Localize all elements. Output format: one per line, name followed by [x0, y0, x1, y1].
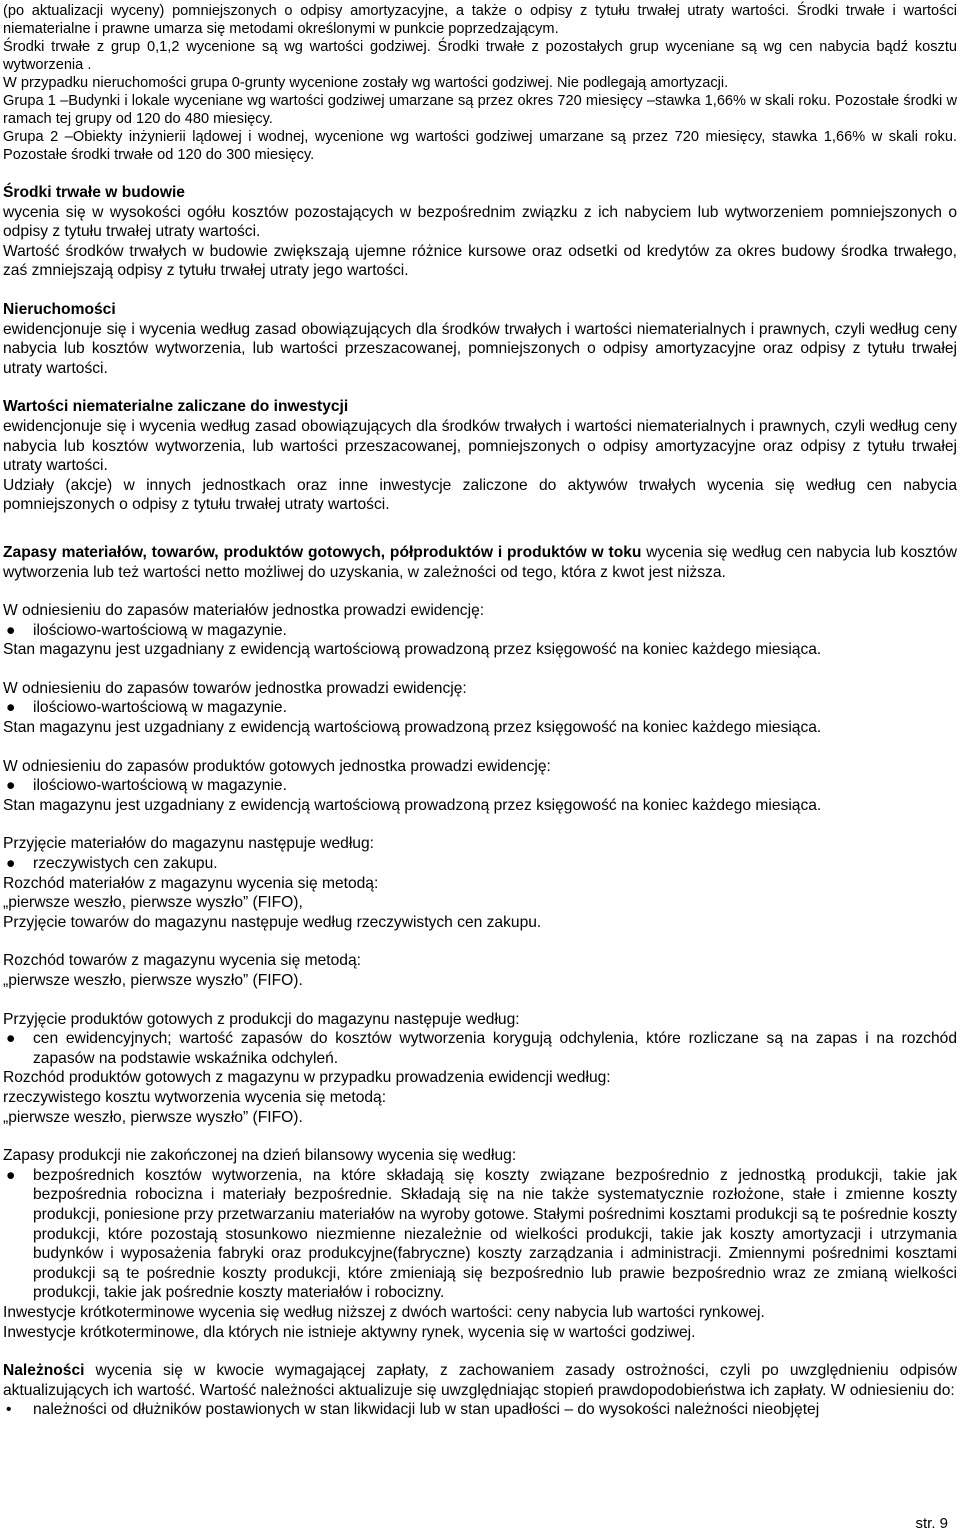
- list-item-text: bezpośrednich kosztów wytworzenia, na które składają się koszty związane bezpośrednio z jednostką produkcji, takie jak bezpośrednia robocizna i materiały bezpośrednie. Składają się na nie także systematycznie rozłożone, stałe i zmienne koszty produkcji, poniesione przy przetwarzaniu materiałów na wyroby gotowe. Stałymi pośrednimi kosztami produkcji są te pośrednie koszty produkcji, które pozostają stosunkowo niezmienne niezależnie od wielkości produkcji, takie jak koszty amortyzacji i utrzymania budynków i wyposażenia fabryki oraz produkcyjne(fabryczne) koszty zarządzania i administracji. Zmiennymi pośrednimi kosztami produkcji są te pośrednie koszty produkcji, które zmieniają się bezpośrednio lub prawie bezpośrednio wraz ze zmianą wielkości produkcji, takie jak pośrednie koszty materiałów i robocizny.: [33, 1166, 957, 1302]
- list-item: [3, 698, 957, 718]
- paragraph: W odniesieniu do zapasów towarów jednostka prowadzi ewidencję:: [3, 679, 467, 697]
- paragraph: ewidencjonuje się i wycenia według zasad obowiązujących dla środków trwałych i wartości niematerialnych i prawnych, czyli według ceny nabycia lub kosztów wytworzenia, lub wartości przeszacowanej, pomniejszonych o odpisy amortyzacyjne oraz odpisy z tytułu trwałej utraty wartości.: [3, 320, 957, 377]
- paragraph: Udziały (akcje) w innych jednostkach oraz inne inwestycje zaliczone do aktywów trwałych wycenia się według cen nabycia pomniejszonych o odpisy z tytułu trwałej utraty wartości.: [3, 476, 957, 514]
- inline-heading: Należności: [3, 1362, 85, 1380]
- paragraph: Rozchód produktów gotowych z magazynu w przypadku prowadzenia ewidencji według:: [3, 1069, 611, 1087]
- bullet-icon: ●: [6, 621, 16, 639]
- paragraph: Grupa 1 –Budynki i lokale wyceniane wg wartości godziwej umarzane są przez okres 720 miesięcy –stawka 1,66% w skali roku. Pozostałe środki w ramach tej grupy od 120 do 480 miesięcy.: [3, 93, 957, 127]
- list-item: [3, 854, 957, 874]
- paragraph: (po aktualizacji wyceny) pomniejszonych o odpisy amortyzacyjne, a także o odpisy z tytułu trwałej utraty wartości. Środki trwałe i wartości niematerialne i prawne umarza się metodami określonymi w punkcie poprzedzającym.: [3, 3, 957, 37]
- paragraph-inventory: [3, 543, 957, 582]
- paragraph: „pierwsze weszło, pierwsze wyszło” (FIFO).: [3, 1108, 303, 1126]
- paragraph: W przypadku nieruchomości grupa 0-grunty wycenione zostały wg wartości godziwej. Nie podlegają amortyzacji.: [3, 75, 729, 91]
- paragraph: rzeczywistego kosztu wytworzenia wycenia się metodą:: [3, 1088, 387, 1106]
- paragraph: Przyjęcie produktów gotowych z produkcji do magazynu następuje według:: [3, 1010, 520, 1028]
- bullet-icon: ●: [6, 777, 16, 795]
- paragraph: Przyjęcie materiałów do magazynu następuje według:: [3, 835, 374, 853]
- page-number: str. 9: [915, 1515, 948, 1532]
- paragraph-receivables: [3, 1361, 957, 1400]
- bullet-icon: ●: [6, 699, 16, 717]
- section-heading: Nieruchomości: [3, 300, 116, 318]
- paragraph: Środki trwałe z grup 0,1,2 wycenione są wg wartości godziwej. Środki trwałe z pozostałych grup wyceniane są wg cen nabycia bądź kosztu wytworzenia .: [3, 39, 957, 73]
- paragraph: Inwestycje krótkoterminowe, dla których nie istnieje aktywny rynek, wycenia się w wartości godziwej.: [3, 1323, 696, 1341]
- list-item: [3, 1166, 957, 1303]
- paragraph: Stan magazynu jest uzgadniany z ewidencją wartościową prowadzoną przez księgowość na koniec każdego miesiąca.: [3, 641, 822, 659]
- paragraph: Rozchód towarów z magazynu wycenia się metodą:: [3, 952, 361, 970]
- list-item-text: ilościowo-wartościową w magazynie.: [33, 777, 287, 795]
- bullet-icon: ●: [6, 855, 16, 873]
- paragraph: Grupa 2 –Obiekty inżynierii lądowej i wodnej, wycenione wg wartości godziwej umarzane są przez 720 miesięcy, stawka 1,66% w skali roku. Pozostałe środki trwałe od 120 do 300 miesięcy.: [3, 129, 957, 163]
- paragraph: „pierwsze weszło, pierwsze wyszło” (FIFO),: [3, 894, 303, 912]
- inline-heading: Zapasy materiałów, towarów, produktów gotowych, półproduktów i produktów w toku: [3, 543, 642, 561]
- paragraph: Zapasy produkcji nie zakończonej na dzień bilansowy wycenia się według:: [3, 1147, 517, 1165]
- paragraph: W odniesieniu do zapasów materiałów jednostka prowadzi ewidencję:: [3, 602, 485, 620]
- list-item-text: cen ewidencyjnych; wartość zapasów do kosztów wytworzenia korygują odchylenia, które rozliczane są na zapas i na rozchód zapasów na podstawie wskaźnika odchyleń.: [33, 1030, 957, 1067]
- inline-text: wycenia się w kwocie wymagającej zapłaty, z zachowaniem zasady ostrożności, czyli po uwzględnieniu odpisów aktualizujących ich wartość. Wartość należności aktualizuje się uwzględniając stopień prawdopodobieństwa ich zapłaty. W odniesieniu do:: [3, 1362, 957, 1399]
- paragraph: Przyjęcie towarów do magazynu następuje według rzeczywistych cen zakupu.: [3, 913, 542, 931]
- paragraph: Wartość środków trwałych w budowie zwiększają ujemne różnice kursowe oraz odsetki od kredytów za okres budowy środka trwałego, zaś zmniejszają odpisy z tytułu trwałej utraty jego wartości.: [3, 242, 957, 280]
- list-item: [3, 776, 957, 796]
- paragraph: Rozchód materiałów z magazynu wycenia się metodą:: [3, 874, 379, 892]
- paragraph: Stan magazynu jest uzgadniany z ewidencją wartościową prowadzoną przez księgowość na koniec każdego miesiąca.: [3, 719, 822, 737]
- list-item-text: ilościowo-wartościową w magazynie.: [33, 699, 287, 717]
- bullet-icon: •: [6, 1401, 12, 1419]
- list-item: [3, 1029, 957, 1068]
- list-item: [3, 1400, 957, 1420]
- list-item: [3, 621, 957, 641]
- paragraph: W odniesieniu do zapasów produktów gotowych jednostka prowadzi ewidencję:: [3, 757, 551, 775]
- paragraph: Stan magazynu jest uzgadniany z ewidencją wartościową prowadzoną przez księgowość na koniec każdego miesiąca.: [3, 796, 822, 814]
- inline-text: wycenia się według cen nabycia lub kosztów wytworzenia lub też wartości netto możliwej do uzyskania, w zależności od tego, która z kwot jest niższa.: [3, 543, 957, 581]
- list-item-text: ilościowo-wartościową w magazynie.: [33, 621, 287, 639]
- paragraph: ewidencjonuje się i wycenia według zasad obowiązujących dla środków trwałych i wartości niematerialnych i prawnych, czyli według ceny nabycia lub kosztów wytworzenia, lub wartości przeszacowanej, pomniejszonych o odpisy amortyzacyjne oraz odpisy z tytułu trwałej utraty wartości.: [3, 417, 957, 475]
- paragraph: wycenia się w wysokości ogółu kosztów pozostających w bezpośrednim związku z ich nabyciem lub wytworzeniem pomniejszonych o odpisy z tytułu trwałej utraty wartości.: [3, 203, 957, 241]
- bullet-icon: ●: [6, 1166, 16, 1184]
- bullet-icon: ●: [6, 1030, 16, 1048]
- section-heading: Wartości niematerialne zaliczane do inwestycji: [3, 398, 349, 416]
- section-heading: Środki trwałe w budowie: [3, 184, 185, 201]
- paragraph: Inwestycje krótkoterminowe wycenia się według niższej z dwóch wartości: ceny nabycia lub wartości rynkowej.: [3, 1303, 765, 1321]
- list-item-text: rzeczywistych cen zakupu.: [33, 855, 218, 873]
- section-fixed-assets-valuation: [3, 2, 957, 164]
- paragraph: „pierwsze weszło, pierwsze wyszło” (FIFO).: [3, 972, 303, 989]
- list-item-text: należności od dłużników postawionych w stan likwidacji lub w stan upadłości – do wysokości należności nieobjętej: [33, 1401, 820, 1419]
